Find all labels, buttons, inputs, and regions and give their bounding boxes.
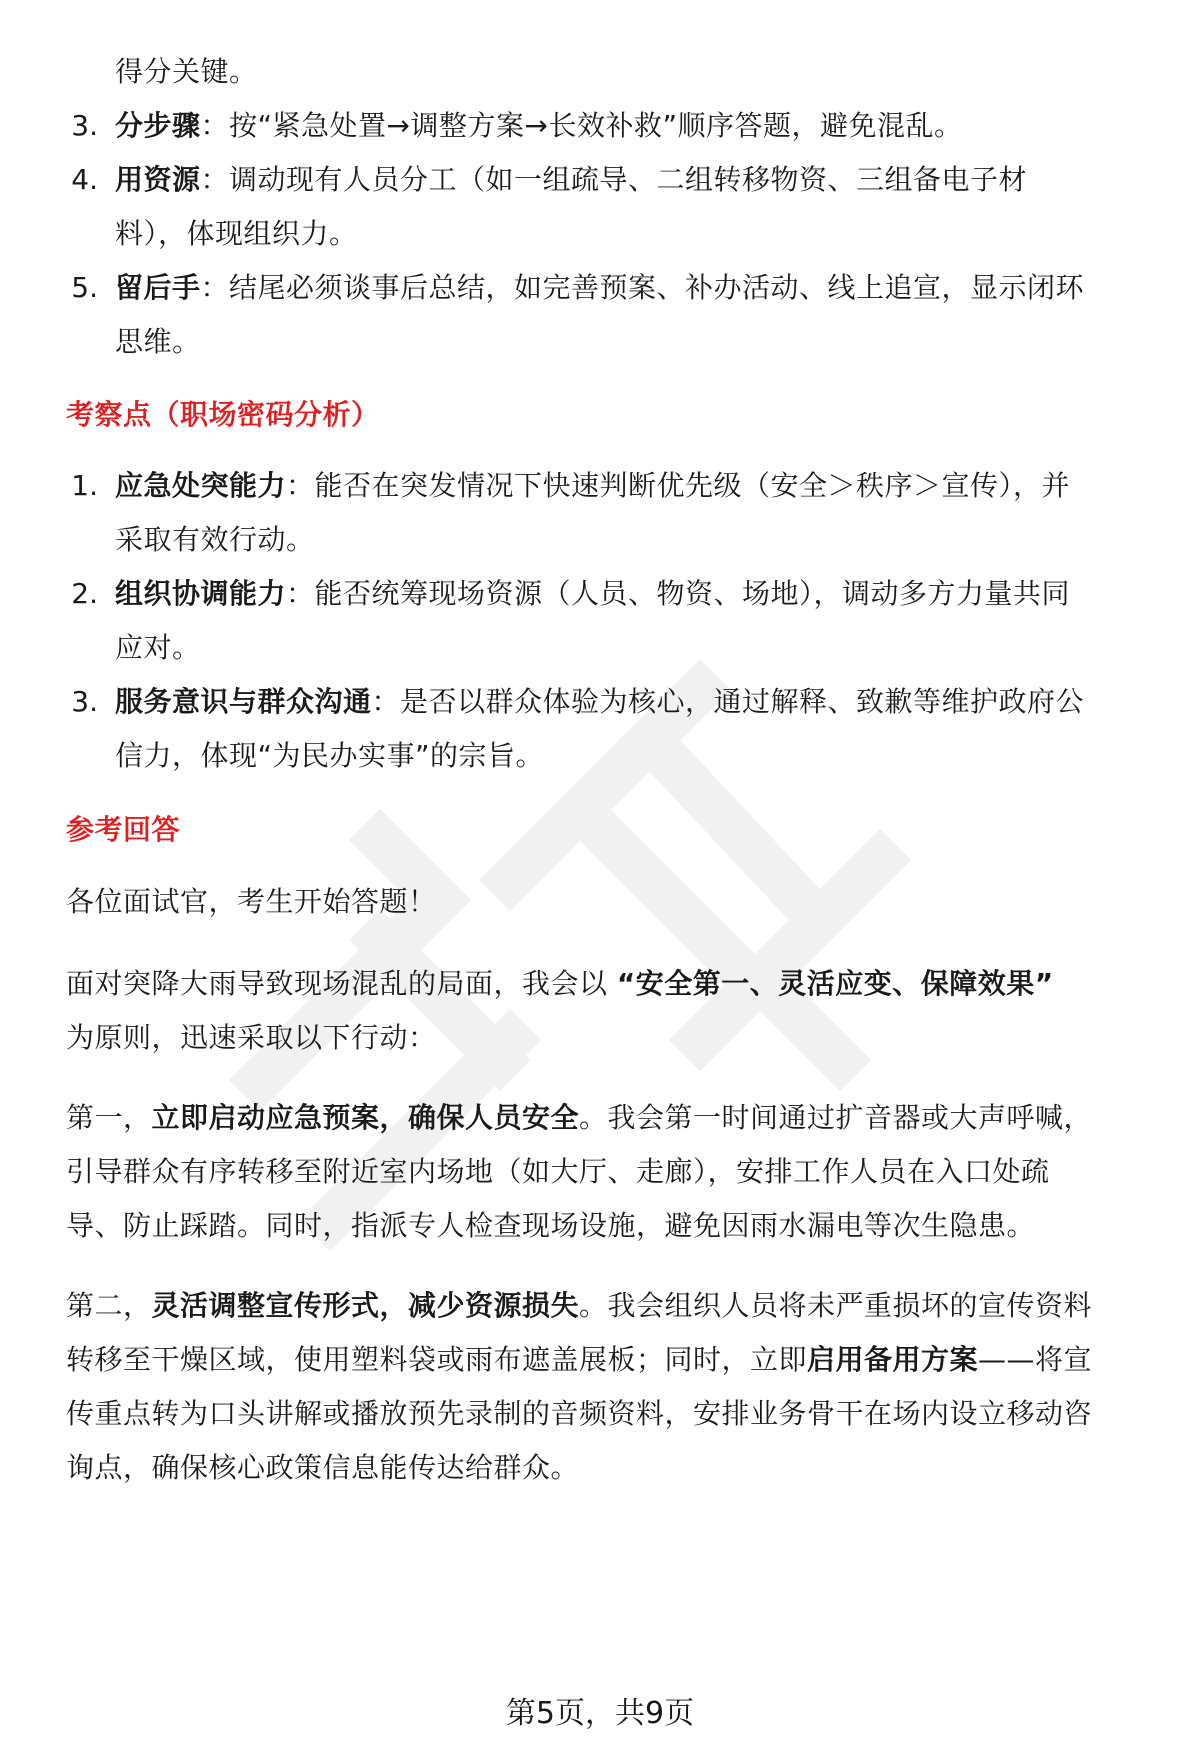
list-item-text: ：是否以群众体验为核心，通过解释、致歉等维护政府公 xyxy=(371,685,1085,718)
list-item-3 xyxy=(115,106,962,146)
paragraph-emphasis: 立即启动应急预案，确保人员安全 xyxy=(151,1101,580,1134)
paragraph-text-cont: 导、防止踩踏。同时，指派专人检查现场设施，避免因雨水漏电等次生隐患。 xyxy=(66,1209,1036,1242)
list-item-term: 组织协调能力 xyxy=(115,577,287,610)
answer-paragraph-2 xyxy=(66,964,1054,1004)
list-item-text-cont: 信力，体现“为民办实事”的宗旨。 xyxy=(115,739,545,772)
paragraph-text-cont xyxy=(66,1340,1092,1380)
list-item-text: ：结尾必须谈事后总结，如完善预案、补办活动、线上追宣，显示闭环 xyxy=(200,271,1085,304)
answer-paragraph-3 xyxy=(66,1098,1092,1138)
paragraph-text: 面对突降大雨导致现场混乱的局面，我会以 xyxy=(66,967,617,1000)
list-number: 4. xyxy=(71,163,98,196)
paragraph-text: 。我会第一时间通过扩音器或大声呼喊， xyxy=(579,1101,1093,1134)
paragraph-text: 第二， xyxy=(66,1289,152,1322)
paragraph-emphasis: 灵活调整宣传形式，减少资源损失 xyxy=(151,1289,580,1322)
list-item-term: 应急处突能力 xyxy=(115,469,287,502)
list-item-term: 服务意识与群众沟通 xyxy=(115,685,372,718)
paragraph-text: 。我会组织人员将未严重损坏的宣传资料 xyxy=(579,1289,1093,1322)
exam-item-3 xyxy=(115,682,1084,722)
list-item-text-cont: 采取有效行动。 xyxy=(115,523,315,556)
paragraph-text: 第一， xyxy=(66,1101,152,1134)
paragraph-text-cont: 传重点转为口头讲解或播放预先录制的音频资料，安排业务骨干在场内设立移动咨 xyxy=(66,1397,1093,1430)
list-number: 3. xyxy=(71,109,98,142)
paragraph-text: ——将宣 xyxy=(978,1343,1093,1376)
list-number: 5. xyxy=(71,271,98,304)
page-number-footer: 第5页，共9页 xyxy=(505,1696,695,1731)
paragraph-emphasis: “安全第一、灵活应变、保障效果” xyxy=(616,967,1054,1000)
exam-item-2 xyxy=(115,574,1070,614)
paragraph-text-cont: 为原则，迅速采取以下行动： xyxy=(66,1021,437,1054)
list-item-5 xyxy=(115,268,1084,308)
answer-paragraph-1: 各位面试官，考生开始答题！ xyxy=(66,885,437,918)
list-number: 3. xyxy=(71,685,98,718)
list-item-term: 用资源 xyxy=(115,163,201,196)
list-item-text: ：按“紧急处置→调整方案→长效补救”顺序答题，避免混乱。 xyxy=(200,109,963,142)
list-number: 1. xyxy=(71,469,98,502)
list-item-text-cont: 料），体现组织力。 xyxy=(115,217,358,250)
list-item-term: 留后手 xyxy=(115,271,201,304)
list-item-text: ：调动现有人员分工（如一组疏导、二组转移物资、三组备电子材 xyxy=(200,163,1028,196)
list-item-2-continuation: 得分关键。 xyxy=(115,55,258,88)
list-item-text-cont: 应对。 xyxy=(115,631,201,664)
answer-paragraph-4 xyxy=(66,1286,1092,1326)
list-item-text-cont: 思维。 xyxy=(115,325,201,358)
list-item-term: 分步骤 xyxy=(115,109,201,142)
list-item-text: ：能否在突发情况下快速判断优先级（安全＞秩序＞宣传），并 xyxy=(286,469,1071,502)
paragraph-emphasis: 启用备用方案 xyxy=(807,1343,979,1376)
section-heading-exam: 考察点（职场密码分析） xyxy=(66,398,380,431)
exam-item-1 xyxy=(115,466,1070,506)
section-heading-answer: 参考回答 xyxy=(66,813,181,846)
list-item-4 xyxy=(115,160,1027,200)
paragraph-text-cont: 询点，确保核心政策信息能传达给群众。 xyxy=(66,1451,580,1484)
paragraph-text: 转移至干燥区域，使用塑料袋或雨布遮盖展板；同时，立即 xyxy=(66,1343,808,1376)
list-item-text: ：能否统筹现场资源（人员、物资、场地），调动多方力量共同 xyxy=(286,577,1071,610)
list-number: 2. xyxy=(71,577,98,610)
paragraph-text-cont: 引导群众有序转移至附近室内场地（如大厅、走廊），安排工作人员在入口处疏 xyxy=(66,1155,1050,1188)
